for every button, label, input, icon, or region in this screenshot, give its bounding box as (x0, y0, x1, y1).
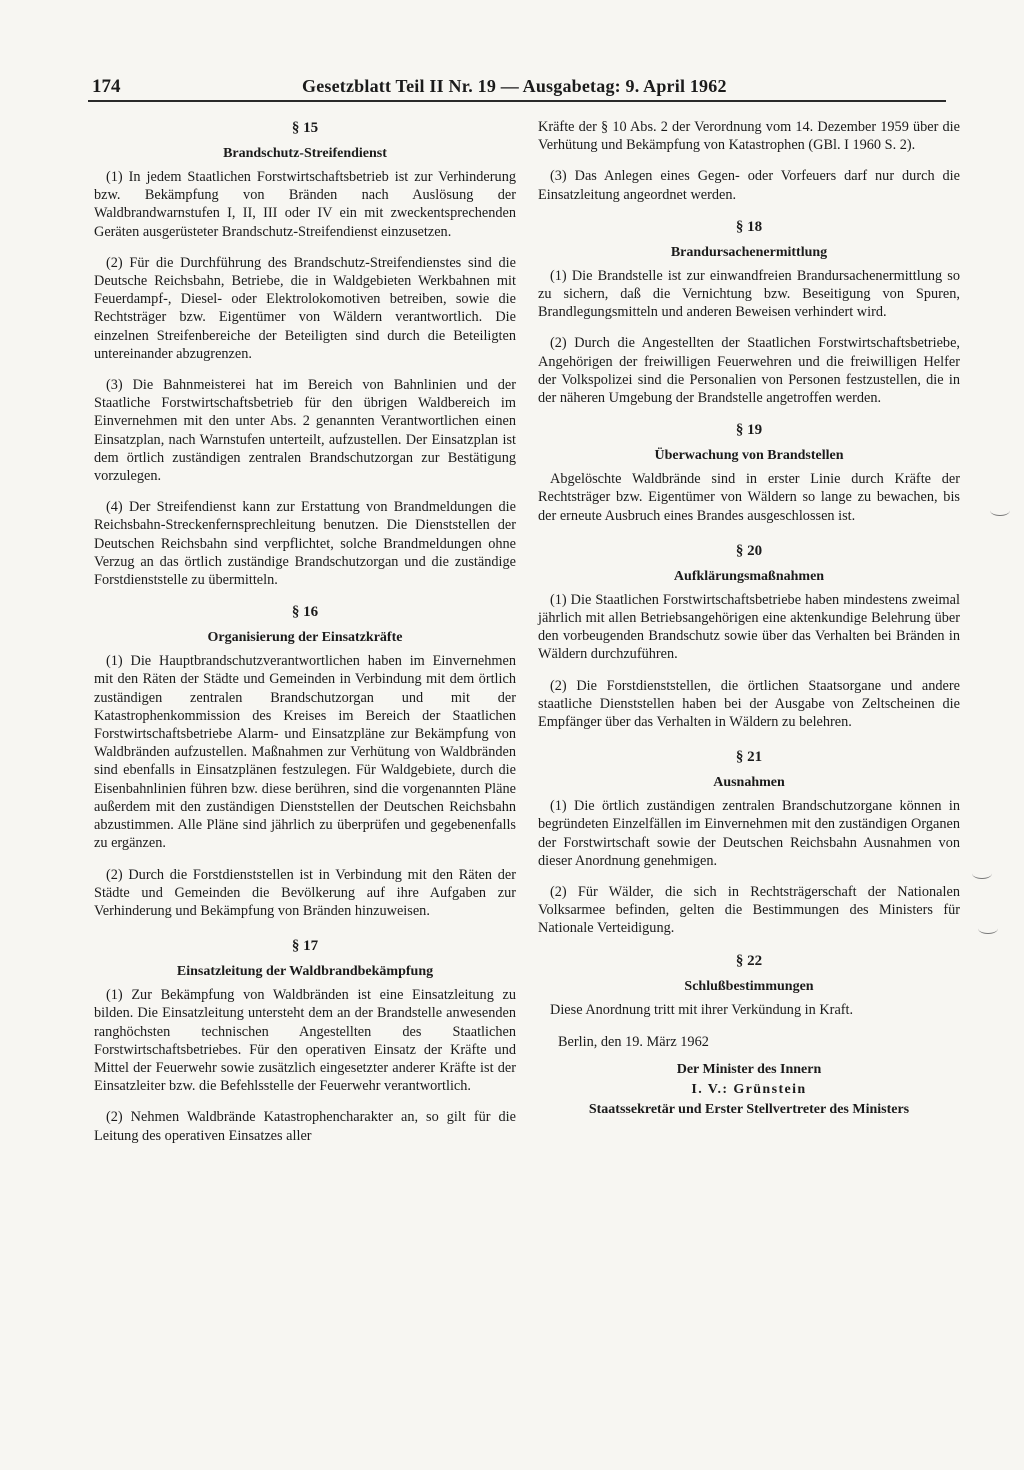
paragraph: (2) Durch die Forstdienststellen ist in Verbindung mit den Räten der Städte und Gemeinden die Bevölkerung auf ihre Aufgaben zur Verhinderung und Bekämpfung von Bränden hinzuweisen. (94, 866, 516, 919)
paragraph: (2) Die Forstdienststellen, die örtlichen Staatsorgane und andere staatliche Dienststellen haben bei der Ausgabe von Zeltscheinen die Empfänger über das Verhalten in Wäldern zu belehren. (538, 677, 960, 731)
section-number: § 16 (291, 604, 319, 621)
section-number: § 22 (735, 952, 763, 969)
scan-artifact (972, 868, 992, 879)
section-number: § 17 (291, 938, 319, 955)
scan-artifact (978, 923, 998, 934)
section-title: Einsatzleitung der Waldbrandbekämpfung (176, 964, 434, 980)
paragraph: (3) Das Anlegen eines Gegen- oder Vorfeuers darf nur durch die Einsatzleitung angeordnet werden. (538, 168, 960, 203)
section-title: Überwachung von Brandstellen (654, 448, 844, 464)
section-17 (94, 936, 516, 1145)
paragraph: Abgelöschte Waldbrände sind in erster Linie durch Kräfte der Rechtsträger bzw. Eigentümer von Wäldern so lange zu bewachen, bis der erneute Ausbruch eines Brandes ausgeschlossen ist. (538, 471, 960, 524)
paragraph: (1) Die Hauptbrandschutzverantwortlichen haben im Einvernehmen mit den Räten der Städte und Gemeinden in Verbindung mit dem örtlich zuständigen zentralen Brandschutzorgan und mit der Katastrophenkommission des Kreises im Bereich der Staatlichen Forstwirtschaftsbetriebe Alarm- und Einsatzpläne zur Bekämpfung von Waldbränden aufzustellen. Maßnahmen zur Verhütung von Waldbränden sind ebenfalls in Einsatzplänen festzulegen. Für Waldgebiete, durch die Eisenbahnlinien führen bzw. diese berühren, sind die vorgenannten Pläne außerdem mit den zuständigen Dienststellen der Deutschen Reichsbahn abzustimmen. Alle Pläne sind jährlich zu überprüfen und gegebenenfalls zu ergänzen. (94, 653, 516, 852)
paragraph: (1) Die Staatlichen Forstwirtschaftsbetriebe haben mindestens zweimal jährlich mit allen Betriebsangehörigen eine aktenkundige Belehrung über den vorbeugenden Brandschutz sowie über das Verhalten bei Bränden in Wäldern durchzuführen. (538, 591, 960, 663)
section-title: Schlußbestimmungen (684, 978, 814, 994)
section-19 (538, 420, 960, 525)
paragraph: (1) In jedem Staatlichen Forstwirtschaftsbetrieb ist zur Verhinderung bzw. Bekämpfung von Bränden nach Auslösung der Waldbrandwarnstufen I, II, III oder IV ein mit zweckentsprechenden Geräten ausgerüsteter Brandschutz-Streifendienst einzusetzen. (94, 169, 516, 240)
paragraph: Diese Anordnung tritt mit ihrer Verkündung in Kraft. (550, 1001, 854, 1018)
section-20 (538, 541, 960, 731)
paragraph: Kräfte der § 10 Abs. 2 der Verordnung vom 14. Dezember 1959 über die Verhütung und Bekämpfung von Katastrophen (GBl. I 1960 S. 2). (538, 119, 960, 154)
signature-block (538, 1032, 960, 1120)
paragraph: (1) Zur Bekämpfung von Waldbränden ist eine Einsatzleitung zu bilden. Die Einsatzleitung untersteht dem an der Brandstelle anwesenden ranghöchsten technischen Angestellten des Staatlichen Forstwirtschaftsbetriebes. Für den operativen Einsatz der Kräfte und Mittel der Feuerwehr sowie zusätzlich eingesetzter anderer Kräfte ist der Einsatzleiter bzw. die Befehlsstelle der Feuerwehr verantwortlich. (94, 987, 516, 1095)
running-title: Gesetzblatt Teil II Nr. 19 — Ausgabetag: 9. April 1962 (302, 76, 727, 96)
scan-artifact (990, 505, 1010, 516)
page-number: 174 (92, 76, 121, 97)
paragraph: (4) Der Streifendienst kann zur Erstattung von Brandmeldungen die Reichsbahn-Streckenfernsprechleitung benutzen. Die Dienststellen der Deutschen Reichsbahn sind verpflichtet, solche Brandmeldungen ohne Verzug an das örtlich zuständige Brandschutzorgan und die zuständige Forstdienststelle zu übermitteln. (94, 499, 516, 589)
left-column (94, 118, 516, 1158)
section-21 (538, 747, 960, 937)
section-title: Brandursachenermittlung (670, 244, 828, 260)
section-number: § 18 (735, 218, 763, 235)
section-number: § 19 (735, 422, 763, 439)
section-number: § 20 (735, 542, 763, 559)
section-15 (94, 118, 516, 589)
section-18 (538, 217, 960, 407)
paragraph: (1) Die örtlich zuständigen zentralen Brandschutzorgane können in begründeten Einzelfällen im Einvernehmen mit den zuständigen Organen der Forstwirtschaft sowie der Deutschen Reichsbahn Ausnahmen von dieser Anordnung genehmigen. (538, 798, 960, 869)
section-22 (538, 951, 960, 1019)
paragraph: (2) Durch die Angestellten der Staatlichen Forstwirtschaftsbetriebe, Angehörigen der freiwilligen Feuerwehren und die freiwilligen Helfer der Volkspolizei sind die Personalien von Personen festzustellen, die in der näheren Umgebung der Brandstelle angetroffen werden. (538, 335, 960, 407)
paragraph: (2) Für Wälder, die sich in Rechtsträgerschaft der Nationalen Volksarmee befinden, gelten die Bestimmungen des Ministers für Nationale Verteidigung. (538, 884, 960, 937)
paragraph: (2) Für die Durchführung des Brandschutz-Streifendienstes sind die Deutsche Reichsbahn, Betriebe, die in Waldgebieten Werkbahnen mit Feuerdampf-, Diesel- oder Elektrolokomotiven betreiben, sowie die Rechtsträger bzw. Eigentümer von Wäldern verantwortlich. Die einzelnen Streifenbereiche der Beteiligten sind durch die Beteiligten untereinander abzugrenzen. (94, 254, 516, 362)
section-16 (94, 602, 516, 920)
section-number: § 15 (291, 120, 319, 136)
place-and-date: Berlin, den 19. März 1962 (558, 1033, 709, 1050)
page-header (92, 76, 972, 102)
right-column (538, 118, 960, 1120)
section-title: Organisierung der Einsatzkräfte (207, 630, 403, 646)
section-title: Ausnahmen (713, 775, 785, 791)
signing-authority: Der Minister des Innern (676, 1061, 822, 1077)
paragraph: (2) Nehmen Waldbrände Katastrophencharakter an, so gilt für die Leitung des operativen Einsatzes aller (94, 1109, 516, 1144)
section-17-continued (538, 118, 960, 204)
section-title: Aufklärungsmaßnahmen (673, 568, 825, 584)
section-number: § 21 (735, 749, 763, 766)
paragraph: (3) Die Bahnmeisterei hat im Bereich von Bahnlinien und der Staatliche Forstwirtschaftsbetrieb für den übrigen Waldbereich im Einvernehmen mit den unter Abs. 2 genannten Verantwortlichen einen Einsatzplan, nach Warnstufen unterteilt, aufzustellen. Der Einsatzplan ist dem örtlich zuständigen zentralen Brandschutzorgan zur Bestätigung vorzulegen. (94, 377, 516, 485)
paragraph: (1) Die Brandstelle ist zur einwandfreien Brandursachenermittlung so zu sichern, daß die Vernichtung bzw. Beseitigung von Spuren, Brandlegungsmitteln und anderen Beweisen verhindert wird. (538, 267, 960, 321)
section-title: Brandschutz-Streifendienst (223, 146, 387, 161)
signatory-role: Staatssekretär und Erster Stellvertreter des Ministers (588, 1101, 910, 1117)
header-rule (88, 100, 946, 102)
signatory-name: I. V.: Grünstein (691, 1081, 807, 1097)
